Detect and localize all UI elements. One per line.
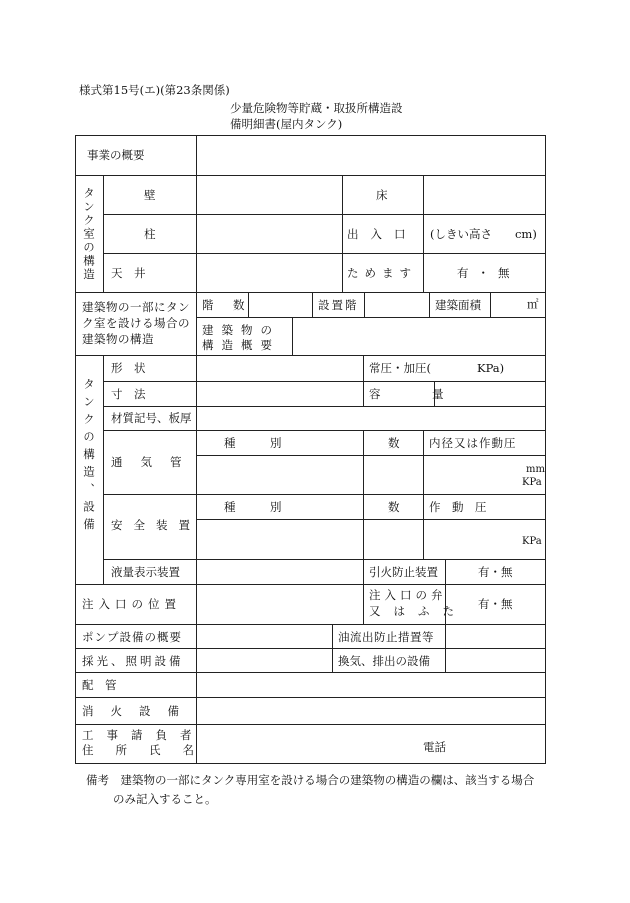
entrance-label: 出入口	[347, 227, 418, 241]
form-title-line2: 備明細書(屋内タンク)	[230, 117, 343, 131]
vent-unit-kpa: KPa	[522, 477, 542, 488]
note-line2: のみ記入すること。	[113, 792, 217, 806]
safety-device-label: 安全装置	[111, 518, 201, 532]
lighting-label: 採光、照明設備	[82, 654, 184, 668]
material-label: 材質記号、板厚	[111, 411, 192, 425]
ceiling-label: 天 井	[111, 266, 146, 280]
pump-summary-label: ポンプ設備の概要	[82, 630, 182, 644]
safety-unit-kpa: KPa	[522, 536, 542, 547]
tank-structure-equipment-label: タンクの構造、設備	[82, 378, 96, 536]
flame-arrester-yes-no: 有・無	[478, 565, 513, 579]
operating-pressure-header: 作 動 圧	[429, 500, 487, 514]
building-structure-summary-label: 建築物の構造概要	[202, 323, 280, 352]
fire-extinguishing-label: 消火設備	[82, 704, 196, 718]
vent-unit-mm: mm	[526, 464, 545, 475]
note-line1: 建築物の一部にタンク専用室を設ける場合の建築物の構造の欄は、該当する場合	[120, 773, 535, 787]
building-part-label: 建築物の一部にタンク室を設ける場合の建築物の構造	[82, 300, 190, 346]
safety-count-header: 数	[388, 500, 400, 514]
threshold-height-label: (しきい高さ cm)	[430, 227, 537, 241]
inlet-position-label: 注入口の位置	[82, 597, 181, 611]
note-label: 備考	[86, 773, 109, 787]
tank-room-structure-label: タンク室の構造	[82, 187, 96, 282]
phone-label: 電話	[423, 740, 446, 754]
sump-label: ためます	[347, 266, 417, 280]
floor-label: 床	[376, 188, 388, 202]
sump-yes-no: 有・無	[457, 266, 519, 280]
business-summary-label: 事業の概要	[87, 148, 145, 162]
pillar-label: 柱	[144, 227, 156, 241]
area-unit: ㎡	[527, 297, 539, 311]
form-number: 様式第15号(エ)(第23条関係)	[79, 83, 230, 97]
vent-type-header: 種 別	[224, 436, 282, 450]
vent-count-header: 数	[388, 436, 400, 450]
safety-type-header: 種 別	[224, 500, 282, 514]
building-area-label: 建築面積	[435, 298, 481, 312]
inlet-valve-yes-no: 有・無	[478, 597, 513, 611]
floors-count-label: 階 数	[202, 298, 249, 312]
note	[86, 771, 556, 809]
contractor-label-1: 工事請負者	[82, 728, 205, 742]
shape-label: 形 状	[111, 361, 146, 375]
piping-label: 配 管	[82, 678, 117, 692]
level-indicator-label: 液量表示装置	[111, 565, 180, 579]
vent-pipe-label: 通気管	[111, 455, 200, 469]
dimensions-label: 寸 法	[111, 387, 146, 401]
spill-prevention-label: 油流出防止措置等	[338, 630, 434, 644]
contractor-label-2: 住所氏名	[82, 743, 216, 757]
tank-form-table	[75, 135, 546, 764]
inlet-valve-label-1: 注入口の弁	[369, 588, 447, 602]
inner-diameter-header: 内径又は作動圧	[429, 436, 517, 450]
install-floor-label: 設置階	[318, 298, 359, 312]
pressure-type-label: 常圧・加圧( KPa)	[369, 361, 505, 375]
inlet-valve-label-2: 又はふた	[369, 604, 467, 618]
flame-arrester-label: 引火防止装置	[369, 565, 438, 579]
form-title-line1: 少量危険物等貯蔵・取扱所構造設	[230, 101, 403, 115]
wall-label: 壁	[144, 188, 156, 202]
capacity-label: 容 量	[369, 387, 464, 401]
ventilation-label: 換気、排出の設備	[338, 654, 430, 668]
